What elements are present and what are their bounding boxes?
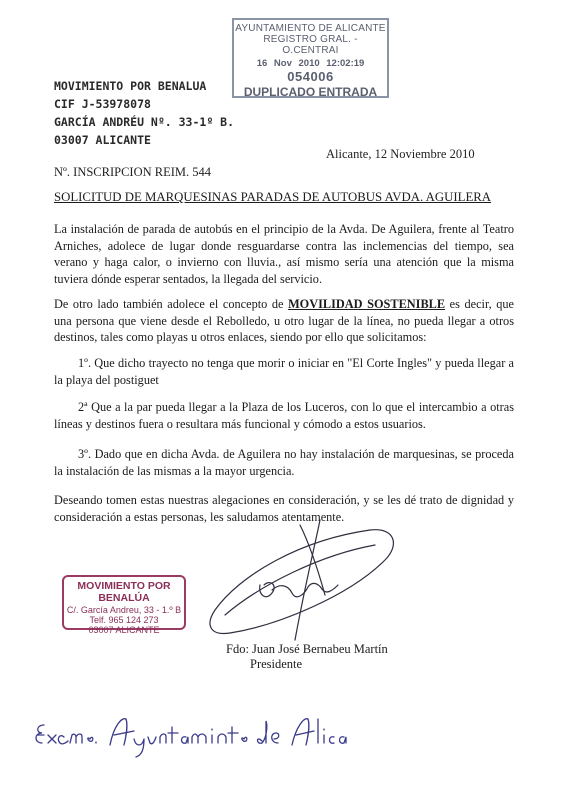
- sender-address: GARCÍA ANDRÉU Nº. 33-1º B.: [54, 115, 235, 129]
- keyword-movilidad: MOVILIDAD SOSTENIBLE: [288, 297, 446, 311]
- handwritten-note: [30, 705, 350, 765]
- registry-stamp-number: 054006: [287, 69, 334, 84]
- association-stamp-city: 03007 ALICANTE: [88, 625, 160, 635]
- association-stamp-address: C/. García Andreu, 33 - 1.º B: [66, 605, 182, 615]
- paragraph-2-rest: es decir, que una persona que viene desde el Rebolledo, u otro lugar de la línea, no pueda llegar a otros destinos, tales como playas u otros enlaces, siendo por ello que solicitamos:: [54, 297, 514, 344]
- association-stamp-phone: Telf. 965 124 273: [89, 615, 159, 625]
- inscription-number: Nº. INSCRIPCION REIM. 544: [54, 165, 212, 179]
- request-3: 3º. Dado que en dicha Avda. de Aguilera no hay instalación de marquesinas, se proceda la instalación de las mismas a la mayor urgencia.: [54, 447, 514, 478]
- sender-org: MOVIMIENTO POR BENALUA: [54, 79, 207, 93]
- registry-stamp-datetime: 16 Nov 2010 12:02:19: [256, 58, 365, 69]
- sender-city: 03007 ALICANTE: [54, 133, 151, 147]
- sender-cif: CIF J-53978078: [54, 97, 151, 111]
- paragraph-1: La instalación de parada de autobús en el principio de la Avda. De Aguilera, frente al Teatro Arniches, adolece de lugar donde resguardarse contra las inclemencias del tiempo, sea verano y haga calor, o invierno con lluvia., así mismo sería una atención que la misma tuviera dónde esperar sentados, la llegada del servicio.: [54, 222, 514, 286]
- sender-block: [54, 77, 234, 149]
- paragraph-2-intro: De otro lado también adolece el concepto de: [54, 297, 289, 311]
- request-1: 1º. Que dicho trayecto no tenga que morir o iniciar en "El Corte Ingles" y pueda llegar a la playa del postiguet: [54, 356, 514, 387]
- signatory-name: Fdo: Juan José Bernabeu Martín: [226, 642, 388, 656]
- registry-stamp-line2: REGISTRO GRAL. - O.CENTRAI: [263, 34, 358, 56]
- letter-subject: SOLICITUD DE MARQUESINAS PARADAS DE AUTOBUS AVDA. AGUILERA: [54, 190, 492, 204]
- association-stamp: [62, 575, 186, 635]
- letter-date: Alicante, 12 Noviembre 2010: [326, 147, 475, 161]
- closing-paragraph: Deseando tomen estas nuestras alegaciones en consideración, y se les dé trato de dignidad y consideración a estas personas, les saludamos atentamente.: [54, 493, 514, 524]
- registry-stamp-line1: AYUNTAMIENTO DE ALICANTE: [235, 23, 386, 34]
- registry-stamp-status: DUPLICADO ENTRADA: [243, 85, 378, 99]
- signature-scribble: [200, 515, 400, 650]
- paragraph-2: [54, 296, 514, 346]
- request-2: 2ª Que a la par pueda llegar a la Plaza de los Luceros, con lo que el intercambio a otras líneas y destinos fuera o resultara más funcional y cómodo a estos usuarios.: [54, 400, 514, 431]
- association-stamp-name: MOVIMIENTO POR BENALÚA: [77, 580, 171, 604]
- signatory-role: Presidente: [250, 657, 303, 671]
- registry-stamp: [232, 18, 389, 98]
